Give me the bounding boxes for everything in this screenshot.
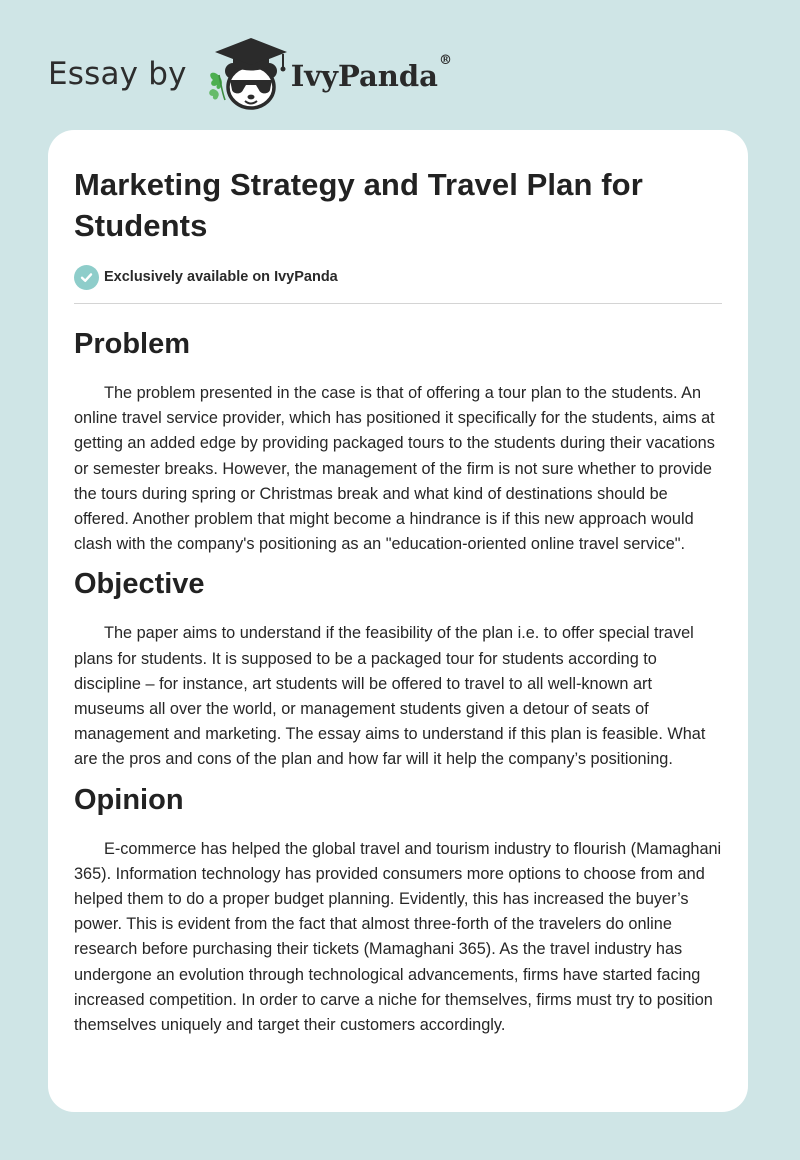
divider [74, 303, 722, 304]
brand-prefix: Essay by [48, 56, 187, 92]
section-heading: Objective [74, 568, 205, 601]
page-title: Marketing Strategy and Travel Plan for Students [74, 167, 643, 243]
section-paragraph: E-commerce has helped the global travel and tourism industry to flourish (Mamaghani 365). Information technology has provided consumers more options to choose from and helped them to do a proper budget planning. Evidently, this has increased the buyer’s power. This is evident from the fact that almost three-forth of the travelers do online research before purchasing their tickets (Mamaghani 365). As the travel industry has undergone an evolution through technological advancements, firms have started facing increased competition. In order to carve a niche for themselves, firms must try to position themselves uniquely and target their customers accordingly. [74, 839, 722, 1035]
section-heading: Opinion [74, 783, 184, 816]
exclusive-label: Exclusively available on IvyPanda [104, 269, 338, 285]
section-problem [74, 325, 722, 557]
brand-header [48, 34, 452, 114]
panda-logo-icon[interactable] [203, 34, 295, 114]
section-paragraph: The problem presented in the case is that of offering a tour plan to the students. An online travel service provider, which has positioned it specifically for the students, aims at getting an added edge by providing packaged tours to the students during their vacations or semester breaks. However, the management of the firm is not sure whether to provide the tours during spring or Christmas break and what kind of destinations should be offered. Another problem that might become a hindrance is if this new approach would clash with the company's positioning as an "education-oriented online travel service". [74, 384, 715, 554]
brand-name[interactable]: IvyPanda® [290, 53, 452, 93]
section-opinion [74, 781, 722, 1039]
section-heading: Problem [74, 328, 191, 360]
exclusive-badge [74, 264, 722, 290]
section-paragraph: The paper aims to understand if the feasibility of the plan i.e. to offer special travel plans for students. It is supposed to be a packaged tour for students according to discipline – for instance, art students will be offered to travel to all well-known art museums all over the world, or management students given a detour of seats of management and marketing. The essay aims to understand if this plan is feasible. What are the pros and cons of the plan and how far will it help the company’s positioning. [74, 624, 706, 769]
registered-mark: ® [438, 53, 452, 68]
section-objective [74, 565, 722, 772]
check-circle-icon [74, 265, 99, 290]
essay-card [48, 130, 748, 1112]
